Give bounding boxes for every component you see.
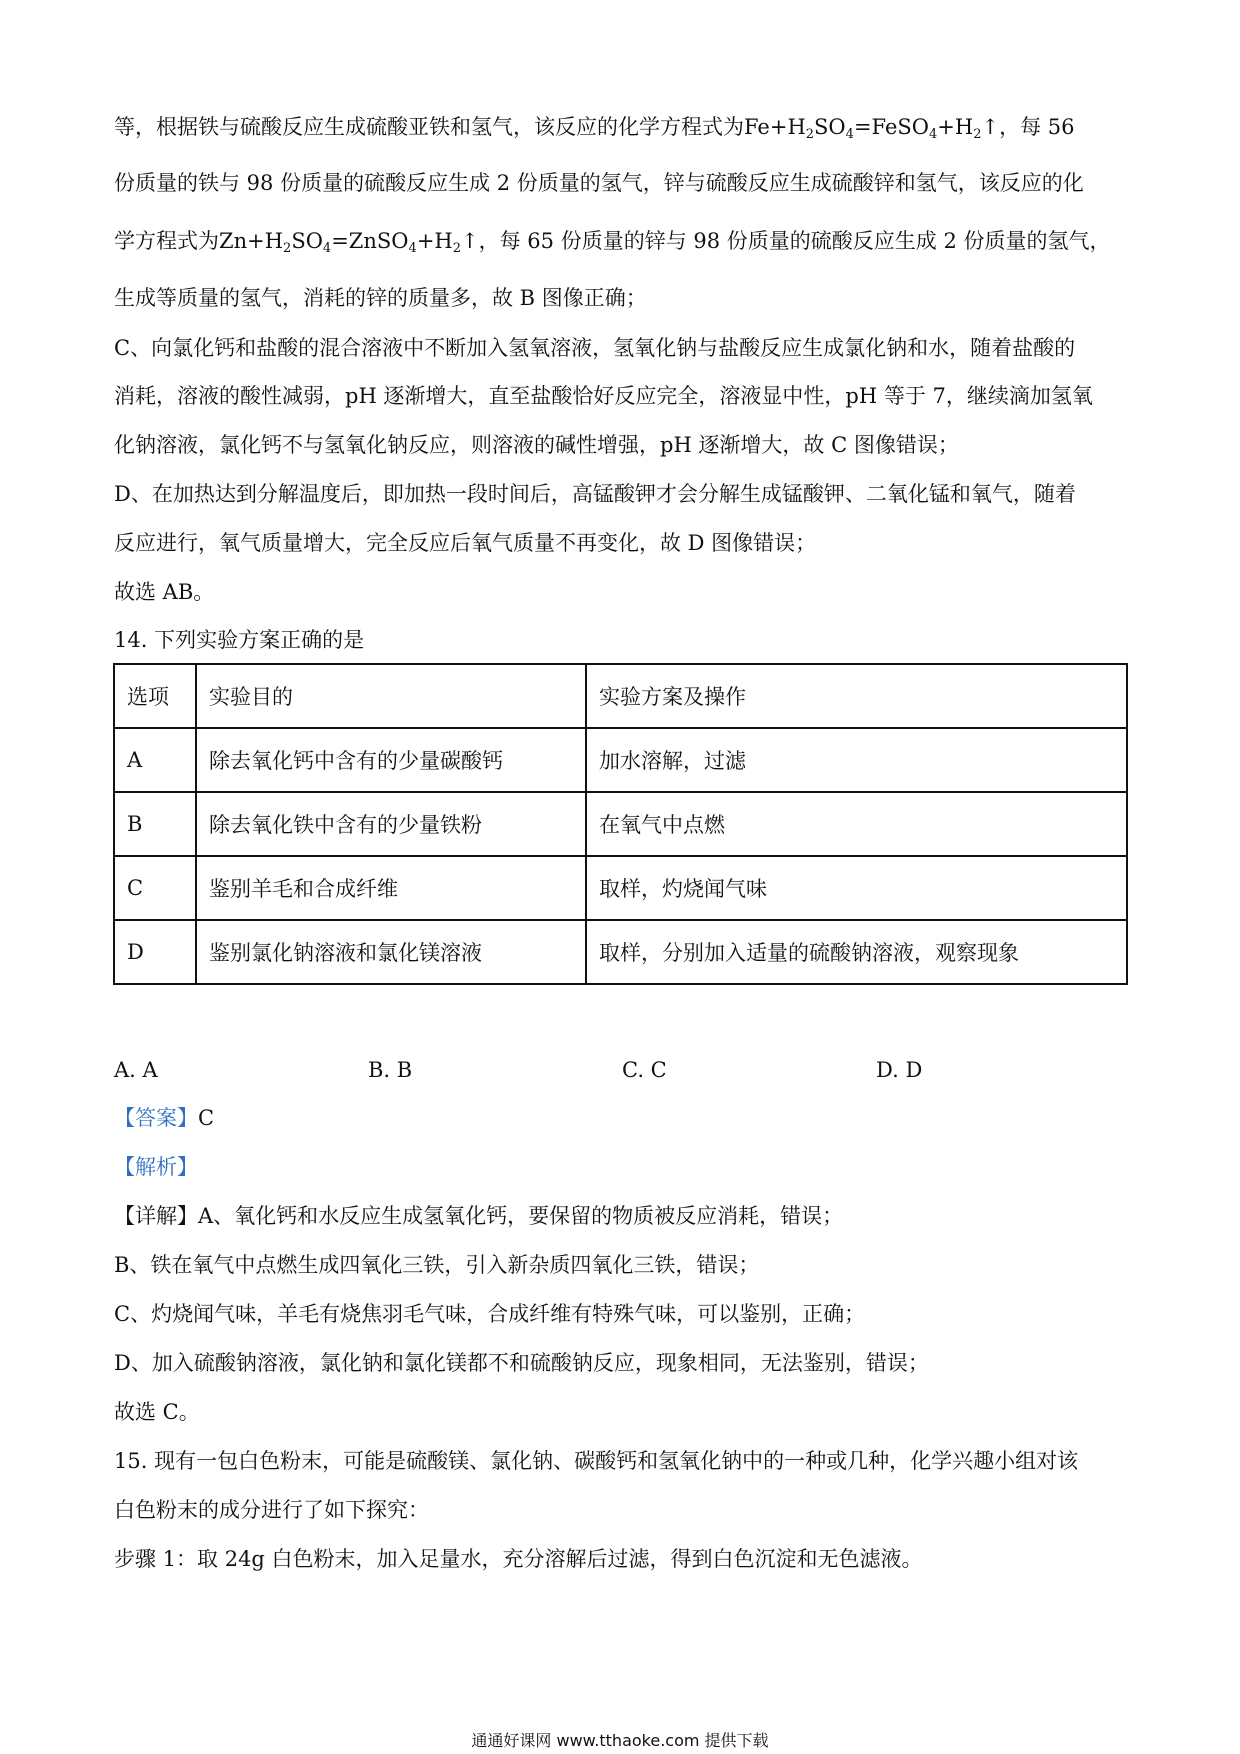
eq-part: +H bbox=[937, 115, 974, 139]
table-row bbox=[114, 920, 1127, 984]
solution-line-6: 消耗，溶液的酸性减弱，pH 逐渐增大，直至盐酸恰好反应完全，溶液显中性，pH 等于 7，继续滴加氢氧 bbox=[114, 384, 1093, 408]
subscript: 4 bbox=[322, 241, 332, 256]
table-header-cell: 选项 bbox=[114, 664, 196, 728]
question-14-stem: 14. 下列实验方案正确的是 bbox=[114, 628, 365, 652]
option-a: A. A bbox=[114, 1058, 158, 1082]
table-row bbox=[114, 856, 1127, 920]
table-cell-purpose: 鉴别羊毛和合成纤维 bbox=[196, 856, 586, 920]
solution-line-3 bbox=[114, 226, 1110, 256]
detail-tag: 【详解】 bbox=[114, 1204, 198, 1228]
table-cell-option: A bbox=[114, 728, 196, 792]
text-segment: ，每 56 bbox=[999, 115, 1075, 139]
solution-line-4: 生成等质量的氢气，消耗的锌的质量多，故 B 图像正确； bbox=[114, 286, 647, 310]
analysis-tag: 【解析】 bbox=[114, 1155, 198, 1179]
detail-text: A、氧化钙和水反应生成氢氧化钙，要保留的物质被反应消耗，错误； bbox=[198, 1204, 844, 1228]
solution-line-1 bbox=[114, 112, 1075, 142]
table-cell-purpose: 除去氧化钙中含有的少量碳酸钙 bbox=[196, 728, 586, 792]
detail-line-4: D、加入硫酸钠溶液，氯化钠和氯化镁都不和硫酸钠反应，现象相同，无法鉴别，错误； bbox=[114, 1351, 929, 1375]
question-15-step-1: 步骤 1：取 24g 白色粉末，加入足量水，充分溶解后过滤，得到白色沉淀和无色滤液。 bbox=[114, 1547, 923, 1571]
subscript: 2 bbox=[805, 127, 815, 142]
equation-zn bbox=[219, 229, 479, 256]
table-row bbox=[114, 792, 1127, 856]
subscript: 2 bbox=[283, 241, 292, 256]
table-cell-method: 加水溶解，过滤 bbox=[586, 728, 1127, 792]
solution-line-10: 故选 AB。 bbox=[114, 580, 215, 604]
solution-line-9: 反应进行，氧气质量增大，完全反应后氧气质量不再变化，故 D 图像错误； bbox=[114, 531, 817, 555]
subscript: 2 bbox=[452, 241, 462, 256]
subscript: 4 bbox=[929, 127, 938, 142]
equation-fe bbox=[744, 115, 1000, 142]
page-footer: 通通好课网 www.tthaoke.com 提供下载 bbox=[471, 1731, 769, 1750]
eq-part: SO bbox=[814, 115, 846, 139]
eq-part: =FeSO bbox=[853, 115, 929, 139]
subscript: 4 bbox=[408, 241, 417, 256]
table-header-cell: 实验方案及操作 bbox=[586, 664, 1127, 728]
solution-line-2: 份质量的铁与 98 份质量的硫酸反应生成 2 份质量的氢气，锌与硫酸反应生成硫酸锌和氢气，该反应的化 bbox=[114, 171, 1084, 195]
option-b: B. B bbox=[368, 1058, 413, 1082]
table-cell-option: C bbox=[114, 856, 196, 920]
table-cell-method: 取样，分别加入适量的硫酸钠溶液，观察现象 bbox=[586, 920, 1127, 984]
option-d: D. D bbox=[876, 1058, 923, 1082]
conclusion-line: 故选 C。 bbox=[114, 1400, 200, 1424]
experiment-table bbox=[113, 663, 1128, 985]
table-header-row bbox=[114, 664, 1127, 728]
detail-line-1 bbox=[114, 1201, 843, 1231]
solution-line-8: D、在加热达到分解温度后，即加热一段时间后，高锰酸钾才会分解生成锰酸钾、二氧化锰和氧气，随着 bbox=[114, 482, 1076, 506]
solution-line-7: 化钠溶液，氯化钙不与氢氧化钠反应，则溶液的碱性增强，pH 逐渐增大，故 C 图像错误； bbox=[114, 433, 959, 457]
subscript: 4 bbox=[845, 127, 854, 142]
detail-line-2: B、铁在氧气中点燃生成四氧化三铁，引入新杂质四氧化三铁，错误； bbox=[114, 1253, 760, 1277]
table-cell-purpose: 除去氧化铁中含有的少量铁粉 bbox=[196, 792, 586, 856]
solution-line-5: C、向氯化钙和盐酸的混合溶液中不断加入氢氧溶液，氢氧化钠与盐酸反应生成氯化钠和水，随着盐酸的 bbox=[114, 336, 1076, 360]
eq-part: Fe+H bbox=[744, 115, 806, 139]
gas-arrow: ↑ bbox=[981, 115, 1000, 139]
answer-value: C bbox=[198, 1106, 215, 1130]
gas-arrow: ↑ bbox=[461, 229, 479, 253]
text-segment: 学方程式为 bbox=[114, 229, 219, 253]
eq-part: =ZnSO bbox=[331, 229, 409, 253]
eq-part: SO bbox=[291, 229, 323, 253]
table-cell-option: D bbox=[114, 920, 196, 984]
question-15-line-1: 15. 现有一包白色粉末，可能是硫酸镁、氯化钠、碳酸钙和氢氧化钠中的一种或几种，化学兴趣小组对该 bbox=[114, 1449, 1079, 1473]
eq-part: +H bbox=[416, 229, 453, 253]
answer-tag: 【答案】 bbox=[114, 1106, 198, 1130]
eq-part: Zn+H bbox=[219, 229, 284, 253]
table-row bbox=[114, 728, 1127, 792]
subscript: 2 bbox=[973, 127, 982, 142]
table-cell-method: 在氧气中点燃 bbox=[586, 792, 1127, 856]
table-cell-purpose: 鉴别氯化钠溶液和氯化镁溶液 bbox=[196, 920, 586, 984]
table-header-cell: 实验目的 bbox=[196, 664, 586, 728]
option-c: C. C bbox=[622, 1058, 667, 1082]
question-15-line-2: 白色粉末的成分进行了如下探究： bbox=[114, 1498, 429, 1522]
answer-line bbox=[114, 1103, 214, 1133]
table-cell-method: 取样，灼烧闻气味 bbox=[586, 856, 1127, 920]
table-cell-option: B bbox=[114, 792, 196, 856]
detail-line-3: C、灼烧闻气味，羊毛有烧焦羽毛气味，合成纤维有特殊气味，可以鉴别，正确； bbox=[114, 1302, 866, 1326]
text-segment: ，每 65 份质量的锌与 98 份质量的硫酸反应生成 2 份质量的氢气， bbox=[478, 229, 1111, 253]
text-segment: 等，根据铁与硫酸反应生成硫酸亚铁和氢气，该反应的化学方程式为 bbox=[114, 115, 744, 139]
